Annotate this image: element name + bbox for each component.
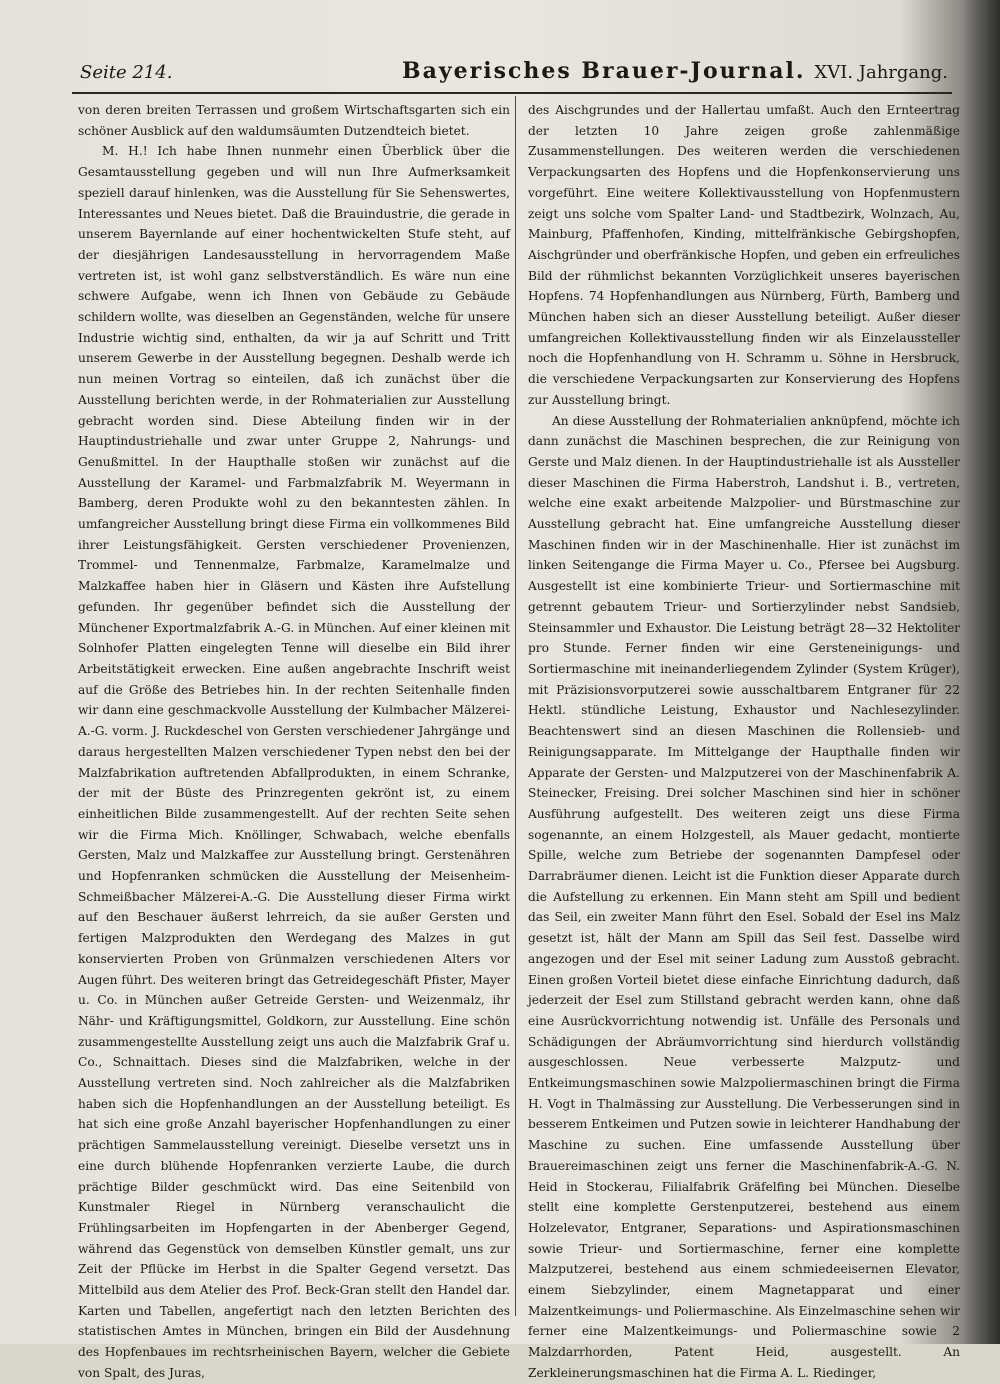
left-column	[78, 100, 510, 1380]
paragraph: An diese Ausstellung der Rohmaterialien anknüpfend, möchte ich dann zunächst die Maschinen besprechen, die zur Reinigung von Gerste und Malz dienen. In der Hauptindustriehalle ist als Aussteller dieser Maschinen die Firma Haberstroh, Landshut i. B., vertreten, welche eine exakt arbeitende Malzpolier- und Bürstmaschine zur Ausstellung gebracht hat. Eine umfangreiche Ausstellung dieser Maschinen finden wir in der Maschinenhalle. Hier ist zunächst im linken Seitengange die Firma Mayer u. Co., Pfersee bei Augsburg. Ausgestellt ist eine kombinierte Trieur- und Sortiermaschine mit getrennt gebautem Trieur- und Sortierzylinder nebst Sandsieb, Steinsammler und Exhaustor. Die Leistung beträgt 28—32 Hektoliter pro Stunde. Ferner finden wir eine Gersteneinigungs- und Sortiermaschine mit ineinanderliegendem Zylinder (System Krüger), mit Präzisionsvorputzerei sowie ausschaltbarem Entgraner für 22 Hektl. stündliche Leistung, Exhaustor und Nachlesezylinder. Beachtenswert sind an diesen Maschinen die Rollensieb- und Reinigungsapparate. Im Mittelgange der Haupthalle finden wir Apparate der Gersten- und Malzputzerei von der Maschinenfabrik A. Steinecker, Freising. Drei solcher Maschinen sind hier in schöner Ausführung aufgestellt. Des weiteren zeigt uns diese Firma sogenannte, an einem Holzgestell, als Mauer gedacht, montierte Spille, welche zum Betriebe der sogenannten Dampfesel oder Darrabräumer dienen. Leicht ist die Funktion dieser Apparate durch die Aufstellung zu erkennen. Ein Mann steht am Spill und bedient das Seil, ein zweiter Mann führt den Esel. Sobald der Esel ins Malz gesetzt ist, hält der Mann am Spill das Seil fest. Dasselbe wird angezogen und der Esel mit seiner Ladung zum Ausstoß gebracht. Einen großen Vorteil bietet diese einfache Einrichtung dadurch, daß jederzeit der Esel zum Stillstand gebracht werden kann, ohne daß eine Ausrückvorrichtung notwendig ist. Unfälle des Personals und Schädigungen der Abräumvorrichtung sind hierdurch vollständig ausgeschlossen. Neue verbesserte Malzputz- und Entkeimungsmaschinen sowie Malzpoliermaschinen bringt die Firma H. Vogt in Thalmässing zur Ausstellung. Die Verbesserungen sind in besserem Entkeimen und Putzen sowie in leichterer Handhabung der Maschine zu suchen. Eine umfassende Ausstellung über Brauereimaschinen zeigt uns ferner die Maschinenfabrik-A.-G. N. Heid in Stockerau, Filialfabrik Gräfelfing bei München. Dieselbe stellt eine komplette Gerstenputzerei, bestehend aus einem Holzelevator, Entgraner, Separations- und Aspirationsmaschinen sowie Trieur- und Sortiermaschine, ferner eine komplette Malzputzerei, bestehend aus einem schmiedeeisernen Elevator, einem Siebzylinder, einem Magnetapparat und einer Malzentkeimungs- und Poliermaschine. Als Einzelmaschine sehen wir ferner eine Malzentkeimungs- und Poliermaschine sowie 2 Malzdarrhorden, Patent Heid, ausgestellt. An Zerkleinerungsmaschinen hat die Firma A. L. Riedinger,	[528, 413, 960, 1380]
column-divider	[515, 96, 516, 1316]
right-column	[528, 100, 960, 1380]
volume-label: XVI. Jahrgang.	[814, 62, 948, 83]
journal-title: Bayerisches Brauer-Journal.	[402, 58, 806, 84]
scan-edge-shadow	[964, 0, 1000, 1344]
paragraph: M. H.! Ich habe Ihnen nunmehr einen Überblick über die Gesamtausstellung gegeben und will nun Ihre Aufmerksamkeit speziell darauf hinlenken, was die Ausstellung für Sie Sehenswertes, Interessantes und Neues bietet. Daß die Brauindustrie, die gerade in unserem Bayernlande auf einer hochentwickelten Stufe steht, auf der diesjährigen Landesausstellung in hervorragendem Maße vertreten ist, ist wohl ganz selbstverständlich. Es wäre nun eine schwere Aufgabe, wenn ich Ihnen von Gebäude zu Gebäude schildern wollte, was dieselben an Gegenständen, welche für unsere Industrie wichtig sind, enthalten, da wir ja auf Schritt und Tritt unserem Gewerbe in der Ausstellung begegnen. Deshalb werde ich nun meinen Vortrag so einteilen, daß ich zunächst über die Ausstellung berichten werde, in der Rohmaterialien zur Ausstellung gebracht worden sind. Diese Abteilung finden wir in der Hauptindustriehalle und zwar unter Gruppe 2, Nahrungs- und Genußmittel. In der Haupthalle stoßen wir zunächst auf die Ausstellung der Karamel- und Farbmalzfabrik M. Weyermann in Bamberg, deren Produkte wohl zu den bekanntesten zählen. In umfangreicher Ausstellung bringt diese Firma ein vollkommenes Bild ihrer Leistungsfähigkeit. Gersten verschiedener Provenienzen, Trommel- und Tennenmalze, Farbmalze, Karamelmalze und Malzkaffee haben hier in Gläsern und Kästen ihre Aufstellung gefunden. Ihr gegenüber befindet sich die Ausstellung der Münchener Exportmalzfabrik A.-G. in München. Auf einer kleinen mit Solnhofer Platten eingelegten Tenne will dieselbe ein Bild ihrer Arbeitstätigkeit erwecken. Eine außen angebrachte Inschrift weist auf die Größe des Betriebes hin. In der rechten Seitenhalle finden wir dann eine geschmackvolle Ausstellung der Kulmbacher Mälzerei-A.-G. vorm. J. Ruckdeschel von Gersten verschiedener Jahrgänge und daraus hergestellten Malzen verschiedener Typen nebst den bei der Malzfabrikation auftretenden Abfallprodukten, in einem Schranke, der mit der Büste des Prinzregenten gekrönt ist, zu einem einheitlichen Bilde zusammengestellt. Auf der rechten Seite sehen wir die Firma Mich. Knöllinger, Schwabach, welche ebenfalls Gersten, Malz und Malzkaffee zur Ausstellung bringt. Gerstenähren und Hopfenranken schmücken die Ausstellung der Meisenheim-Schmeißbacher Mälzerei-A.-G. Die Ausstellung dieser Firma wirkt auf den Beschauer äußerst lehrreich, da sie außer Gersten und fertigen Malzprodukten den Werdegang des Malzes in gut konservierten Proben von Grünmalzen verschiedenen Alters vor Augen führt. Des weiteren bringt das Getreidegeschäft Pfister, Mayer u. Co. in München außer Getreide Gersten- und Weizenmalz, ihr Nähr- und Kräftigungsmittel, Goldkorn, zur Ausstellung. Eine schön zusammengestellte Ausstellung zeigt uns auch die Malzfabrik Graf u. Co., Schnaittach. Dieses sind die Malzfabriken, welche in der Ausstellung vertreten sind. Noch zahlreicher als die Malzfabriken haben sich die Hopfenhandlungen an der Ausstellung beteiligt. Es hat sich eine große Anzahl bayerischer Hopfenhandlungen zu einer prächtigen Sammelausstellung vereinigt. Dieselbe versetzt uns in eine durch blühende Hopfenranken verzierte Laube, die durch prächtige Bilder geschmückt wird. Das eine Seitenbild von Kunstmaler Riegel in Nürnberg veranschaulicht die Frühlingsarbeiten im Hopfengarten in der Abenberger Gegend, während das Gegenstück von demselben Künstler gemalt, uns zur Zeit der Pflücke im Herbst in die Spalter Gegend versetzt. Das Mittelbild aus dem Atelier des Prof. Beck-Gran stellt den Handel dar. Karten und Tabellen, angefertigt nach den letzten Berichten des statistischen Amtes in München, bringen ein Bild der Ausdehnung des Hopfenbaues im rechtsrheinischen Bayern, welcher die Gebiete von Spalt, des Juras,	[78, 144, 510, 1380]
paragraph: des Aischgrundes und der Hallertau umfaßt. Auch den Ernteertrag der letzten 10 Jahre zeigen große zahlenmäßige Zusammenstellungen. Des weiteren werden die verschiedenen Verpackungsarten des Hopfens und die Hopfenkonservierung uns vorgeführt. Eine weitere Kollektivausstellung von Hopfenmustern zeigt uns solche vom Spalter Land- und Stadtbezirk, Wolnzach, Au, Mainburg, Pfaffenhofen, Kinding, mittelfränkische Gebirgshopfen, Aischgründer und oberfränkische Hopfen, und geben ein erfreuliches Bild der rühmlichst bekannten Vorzüglichkeit unseres bayerischen Hopfens. 74 Hopfenhandlungen aus Nürnberg, Fürth, Bamberg und München haben sich an dieser Ausstellung beteiligt. Außer dieser umfangreichen Kollektivausstellung finden wir als Einzelaussteller noch die Hopfenhandlung von H. Schramm u. Söhne in Hersbruck, die verschiedene Verpackungsarten zur Konservierung des Hopfens zur Ausstellung bringt.	[528, 103, 960, 407]
paragraph: von deren breiten Terrassen und großem Wirtschaftsgarten sich ein schöner Ausblick auf den waldumsäumten Dutzendteich bietet.	[78, 103, 510, 138]
page-header	[72, 58, 952, 94]
page-number: Seite 214.	[80, 62, 173, 83]
